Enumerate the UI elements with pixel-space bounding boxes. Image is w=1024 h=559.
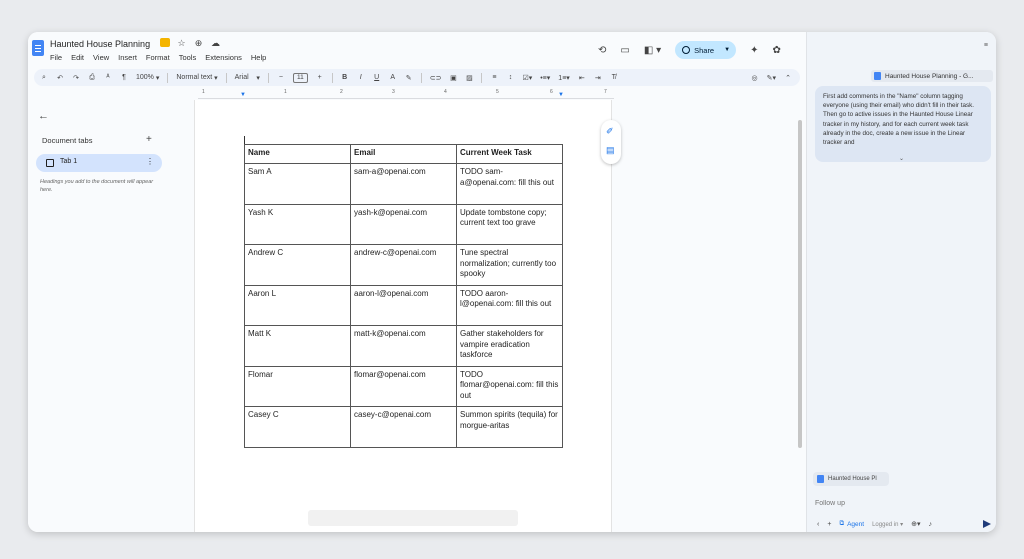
ruler-number: 5 [496,89,499,95]
globe-icon[interactable]: ⊕▾ [911,521,921,528]
undo-icon[interactable]: ↶ [57,74,63,82]
ruler-number: 3 [392,89,395,95]
chevron-down-icon[interactable]: ⌄ [899,156,905,162]
document-page[interactable] [194,100,612,532]
cell-email[interactable]: matt-k@openai.com [351,326,457,367]
toolbar-divider [167,73,168,83]
agent-icon: ⧉ [839,520,845,527]
chevron-down-icon[interactable]: ▼ [724,47,731,53]
cell-task[interactable]: Tune spectral normalization; currently too spooky [457,245,563,286]
font-size-decrease-button[interactable]: − [278,74,283,81]
toolbar-divider [226,73,227,83]
cell-name[interactable]: Andrew C [245,245,351,286]
floating-edit-tools [601,120,621,164]
link-icon[interactable]: ⊂⊃ [429,74,442,82]
table-header-row [245,145,563,164]
insert-image-icon[interactable]: ▨ [466,74,473,82]
folder-icon[interactable] [160,38,170,47]
table-row [245,407,563,448]
suggest-edit-icon[interactable]: ▤ [606,145,615,155]
cell-email[interactable]: yash-k@openai.com [351,204,457,245]
bold-icon[interactable]: B [342,74,348,81]
table-row [245,164,563,205]
checklist-icon[interactable]: ☑▾ [522,74,533,82]
cell-name[interactable]: Sam A [245,164,351,205]
cell-name[interactable]: Yash K [245,204,351,245]
menu-edit[interactable]: Edit [71,53,85,62]
font-size-input[interactable]: 11 [293,73,308,83]
highlight-icon[interactable]: ✎ [405,74,412,82]
formatting-toolbar [34,69,800,86]
page-footer-placeholder [308,510,518,526]
context-chip[interactable] [871,70,993,82]
italic-icon[interactable]: I [359,74,362,81]
menu-insert[interactable]: Insert [118,53,137,62]
collapse-panel-icon[interactable]: ‹ [817,520,820,528]
cell-email[interactable]: sam-a@openai.com [351,164,457,205]
underline-icon[interactable]: U [374,74,380,81]
top-right-controls [598,41,781,59]
add-comment-icon[interactable]: ▣ [450,74,457,82]
editing-mode-icon[interactable]: ✎▾ [766,74,776,82]
cell-email[interactable]: aaron-l@openai.com [351,285,457,326]
zoom-select[interactable]: 100% ▾ [136,74,160,82]
table-row [245,366,563,407]
document-outline-sidebar [28,98,188,532]
cell-name[interactable]: Flomar [245,366,351,407]
right-indent-marker[interactable]: ▼ [558,92,564,98]
style-select[interactable]: Normal text ▾ [176,74,218,82]
cell-task[interactable]: Update tombstone copy; current text too grave [457,204,563,245]
attachment-chip-label: Haunted House Pl [828,476,877,482]
column-header-name[interactable]: Name [245,145,351,164]
text-color-icon[interactable]: A [390,74,396,81]
gemini-sparkle-icon[interactable]: ✦ [750,44,759,56]
cell-task[interactable]: Summon spirits (tequila) for morgue-aritas [457,407,563,448]
print-icon[interactable]: ⎙ [89,73,95,81]
cell-email[interactable]: casey-c@openai.com [351,407,457,448]
table-row [245,285,563,326]
openai-logo-icon[interactable]: ✿ [772,44,781,56]
cell-task[interactable]: TODO sam-a@openai.com: fill this out [457,164,563,205]
clear-formatting-icon[interactable]: T̸ [611,74,616,81]
cell-email[interactable]: andrew-c@openai.com [351,245,457,286]
ruler[interactable] [198,90,614,99]
collapse-toolbar-icon[interactable]: ⌃ [785,74,791,82]
panel-menu-icon[interactable]: ≡ [983,42,988,49]
cell-task[interactable]: TODO aaron-l@openai.com: fill this out [457,285,563,326]
paint-format-icon[interactable]: ¶ [122,74,126,81]
table-row [245,245,563,286]
ruler-number: 1 [202,89,205,95]
increase-indent-icon[interactable]: ⇥ [594,74,601,82]
redo-icon[interactable]: ↷ [73,74,79,82]
composer-toolbar [807,516,996,532]
comment-icon[interactable]: ▭ [620,44,630,56]
microphone-icon[interactable]: ♪ [928,520,933,528]
task-table[interactable] [244,144,563,448]
globe-icon [682,46,690,54]
table-row [245,326,563,367]
ruler-number: 2 [340,89,343,95]
history-icon[interactable]: ⟲ [598,44,607,56]
cell-email[interactable]: flomar@openai.com [351,366,457,407]
share-button[interactable] [675,41,736,59]
agent-label: Agent [847,520,865,528]
title-bar [28,32,806,68]
more-options-icon[interactable]: ⋮ [146,157,154,166]
docs-file-icon [874,72,881,80]
magic-edit-icon[interactable]: ✐ [606,126,614,136]
user-message: First add comments in the "Name" column tagging everyone (using their email) who didn't fill in their task. Then go to active issues in the Haunted House Linear tracker in my history, and for each current week task already in the doc, create a new issue in the Linear tracker and [815,86,991,162]
docs-app [28,32,806,532]
align-icon[interactable]: ≡ [492,74,497,81]
back-arrow-icon[interactable]: ← [38,110,49,122]
star-icon[interactable]: ☆ [177,38,186,48]
column-header-task[interactable]: Current Week Task [457,145,563,164]
ruler-number: 7 [604,89,607,95]
cell-name[interactable]: Matt K [245,326,351,367]
tab-1[interactable] [36,154,162,172]
column-header-email[interactable]: Email [351,145,457,164]
font-select[interactable]: Arial ▾ [234,74,260,82]
menu-extensions[interactable]: Extensions [205,53,242,62]
toolbar-divider [421,73,422,83]
video-icon[interactable]: ◧ ▾ [643,44,662,56]
toolbar-divider [268,73,269,83]
menu-tools[interactable]: Tools [178,53,197,62]
left-indent-marker[interactable]: ▼ [240,92,246,98]
numbered-list-icon[interactable]: 1≡▾ [558,74,570,82]
tab-doc-icon [46,159,54,167]
line-spacing-icon[interactable]: ↕ [508,74,513,81]
share-label: Share [694,45,715,55]
toolbar-divider [481,73,482,83]
zoom-value: 100% [136,74,154,81]
document-title[interactable]: Haunted House Planning [50,39,151,49]
tab-label: Tab 1 [60,158,78,165]
menu-format[interactable]: Format [145,53,170,62]
menu-bar [50,53,266,62]
menu-view[interactable]: View [93,53,110,62]
table-row [245,204,563,245]
menu-help[interactable]: Help [250,53,267,62]
document-tabs-heading: Document tabs [42,136,93,145]
cell-name[interactable]: Aaron L [245,285,351,326]
ruler-number: 1 [284,89,287,95]
context-chip-label: Haunted House Planning - G... [885,72,974,80]
title-icons [160,38,221,49]
ai-assist-icon[interactable]: ◎ [751,74,758,82]
font-size-increase-button[interactable]: + [317,74,322,81]
toolbar-divider [332,73,333,83]
cloud-icon[interactable]: ☁ [211,38,220,48]
bulleted-list-icon[interactable]: •≡▾ [540,74,551,82]
docs-file-icon [817,475,824,483]
cell-task[interactable]: TODO flomar@openai.com: fill this out [457,366,563,407]
send-icon[interactable] [983,520,991,528]
add-tab-button[interactable]: + [146,134,152,145]
cell-task[interactable]: Gather stakeholders for vampire eradication taskforce [457,326,563,367]
font-value: Arial [234,74,249,81]
style-value: Normal text [176,74,213,81]
menu-file[interactable]: File [50,53,63,62]
decrease-indent-icon[interactable]: ⇤ [578,74,585,82]
page-scrollbar[interactable] [798,120,802,448]
docs-logo-icon[interactable] [32,40,44,56]
model-select[interactable]: Logged in ▾ [872,521,904,528]
follow-up-input[interactable] [815,497,985,509]
headings-hint: Headings you add to the document will appear here. [40,179,154,193]
cell-name[interactable]: Casey C [245,407,351,448]
search-icon[interactable]: ⌕ [42,73,46,81]
model-label: Logged in [872,521,899,528]
window-frame [28,32,996,532]
ruler-number: 6 [550,89,553,95]
text-cursor [244,136,245,144]
move-icon[interactable]: ⊕ [194,38,203,48]
ruler-number: 4 [444,89,447,95]
spellcheck-icon[interactable]: ᴬ [106,74,110,81]
add-icon[interactable]: + [827,520,832,528]
agent-toggle[interactable] [839,520,864,528]
attachment-chip[interactable] [813,472,889,486]
assistant-panel [806,32,996,532]
